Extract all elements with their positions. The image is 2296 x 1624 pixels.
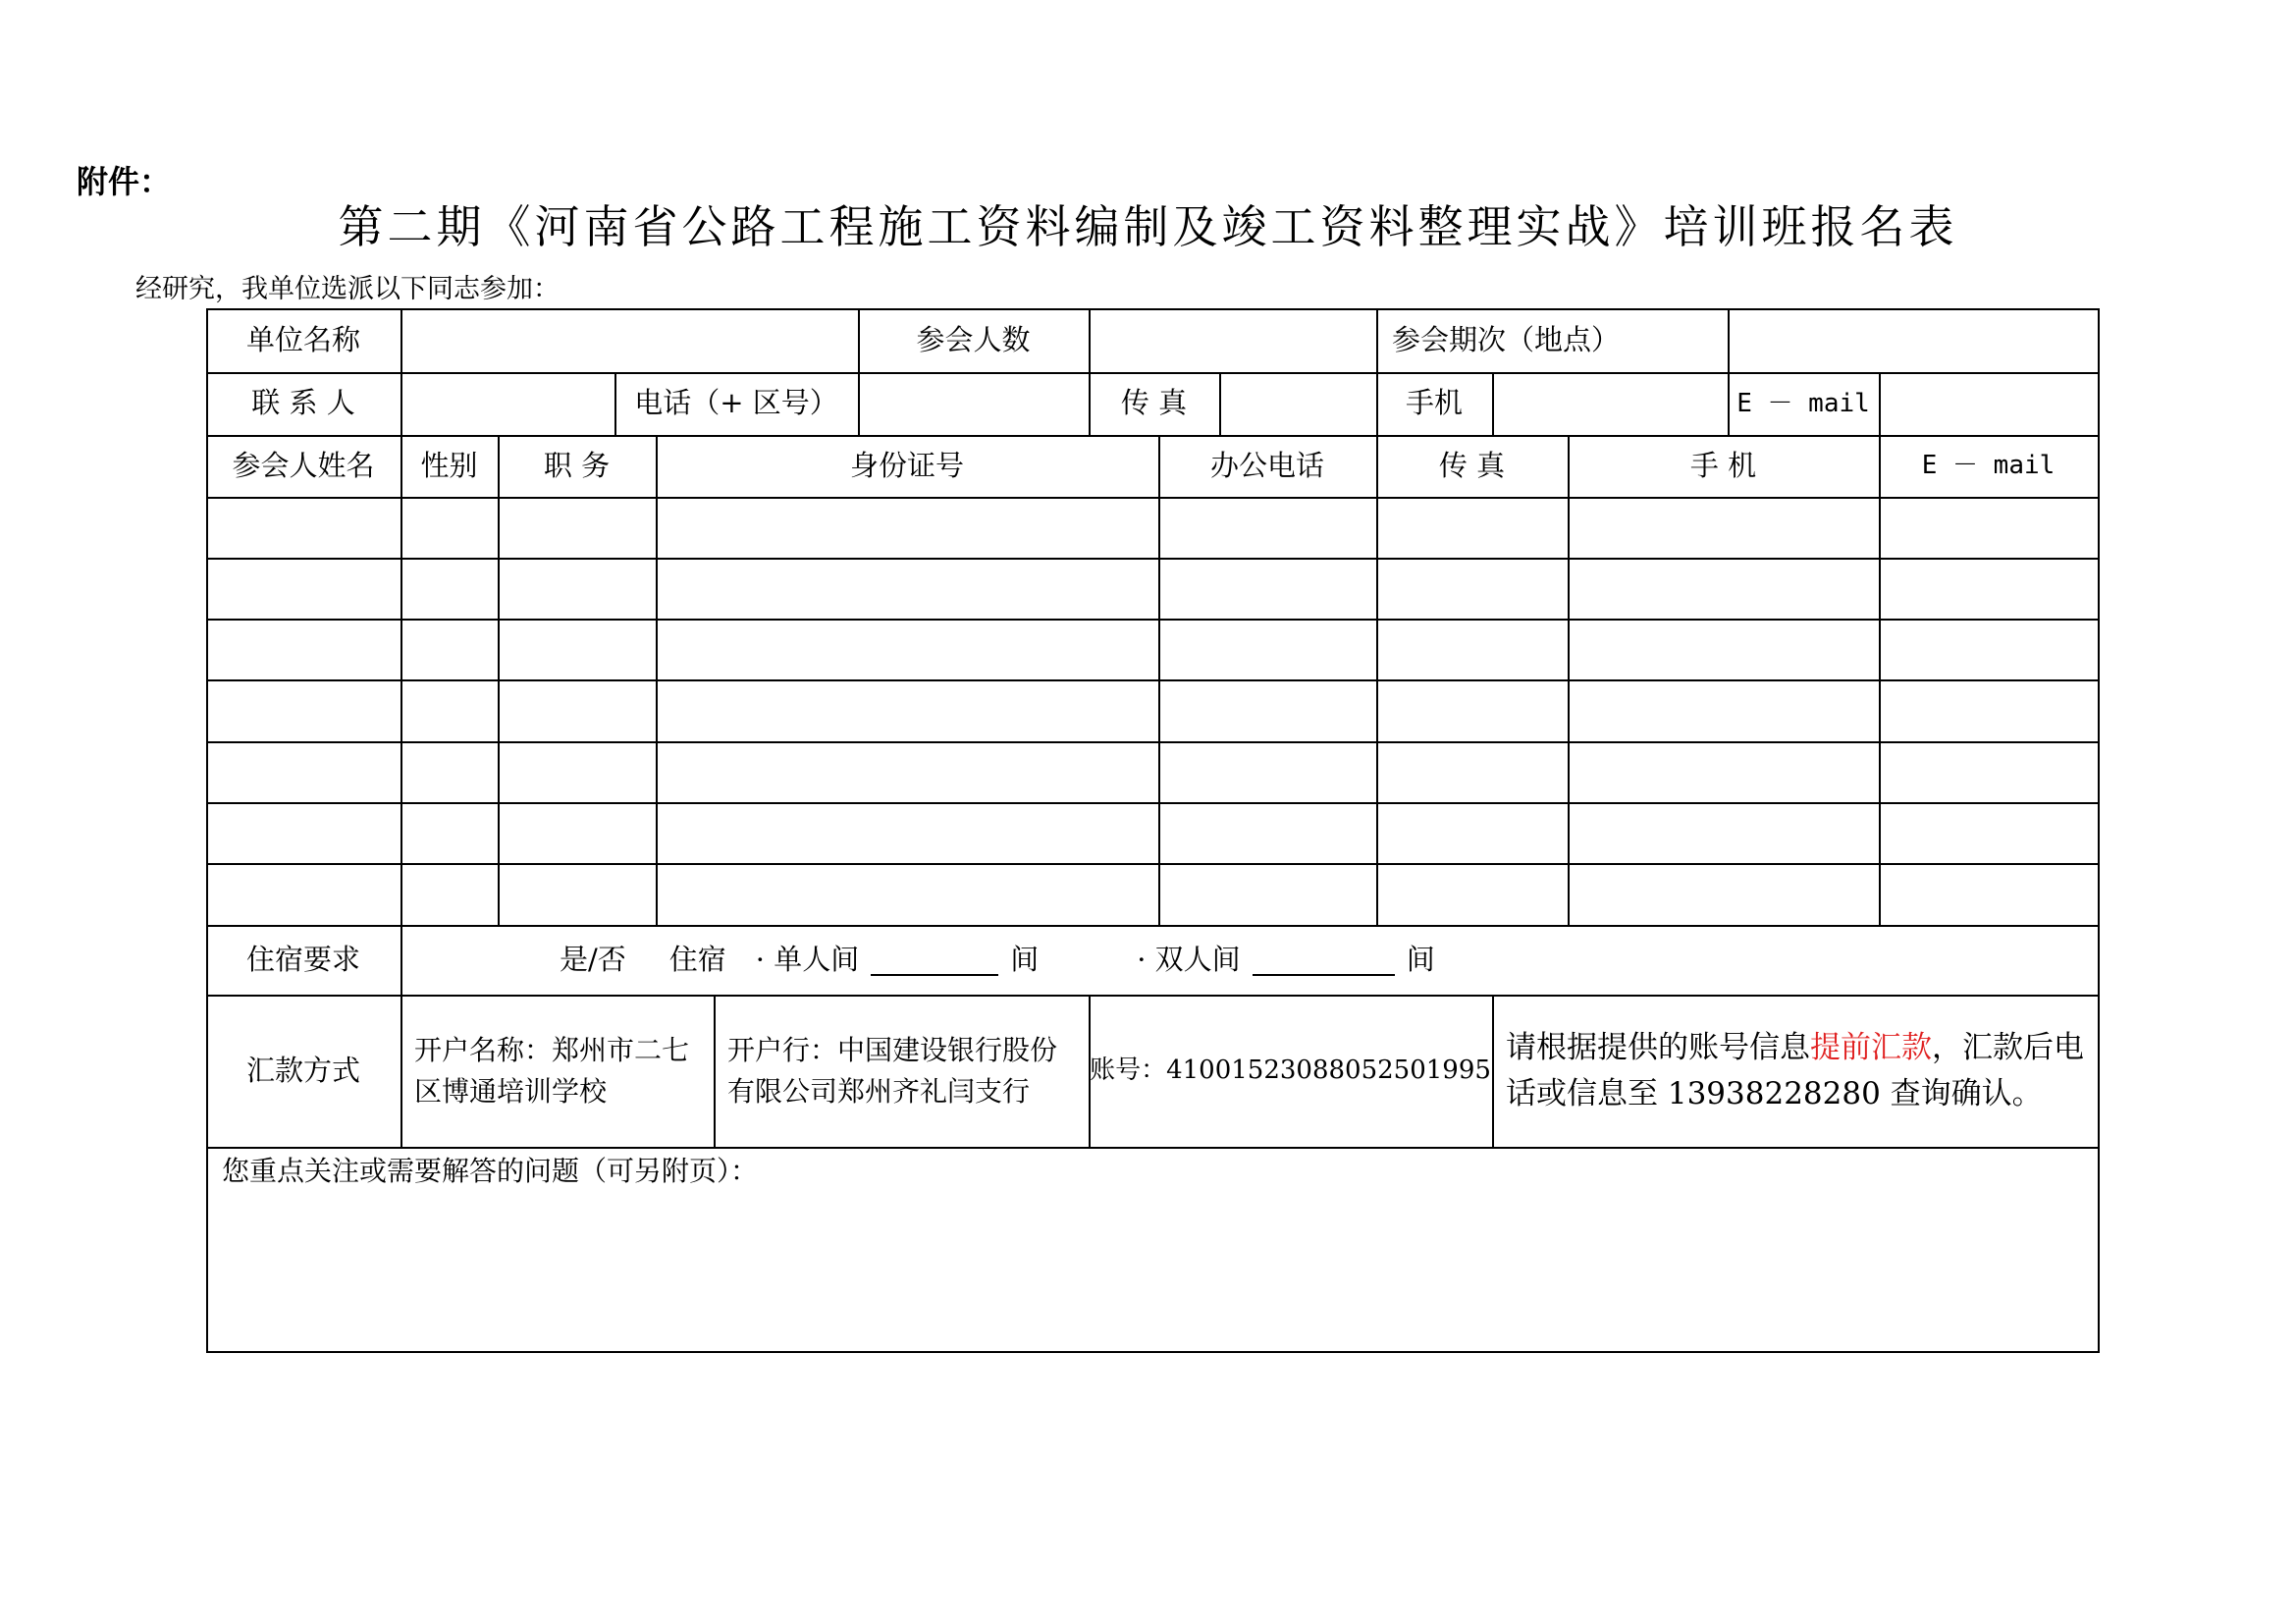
email-field[interactable]: [1879, 372, 2098, 435]
account-number: 账号：41001523088052501995: [1090, 1056, 1491, 1085]
participant-row[interactable]: [206, 679, 2098, 741]
contact-label: 联 系 人: [251, 386, 355, 420]
bank-name: 开户行：中国建设银行股份有限公司郑州齐礼闫支行: [727, 1033, 1058, 1108]
payment-label: 汇款方式: [245, 1053, 360, 1087]
header-id-number: 身份证号: [849, 448, 964, 482]
header-position: 职 务: [543, 448, 611, 482]
contact-field[interactable]: [400, 372, 614, 435]
phone-field[interactable]: [858, 372, 1089, 435]
single-room-label: · 单人间: [755, 942, 860, 976]
mobile-label: 手机: [1405, 386, 1463, 420]
double-room-unit: 间: [1406, 942, 1435, 976]
session-location-field[interactable]: [1728, 308, 2098, 372]
header-fax: 传 真: [1438, 448, 1506, 482]
header-email: E － mail: [1921, 451, 2056, 480]
participant-row[interactable]: [206, 863, 2098, 925]
header-gender: 性别: [420, 448, 478, 482]
participant-row[interactable]: [206, 802, 2098, 863]
attachment-label: 附件：: [77, 163, 172, 200]
fax-field[interactable]: [1219, 372, 1376, 435]
mobile-field[interactable]: [1492, 372, 1728, 435]
intro-text: 经研究，我单位选派以下同志参加：: [135, 274, 560, 304]
questions-label: 您重点关注或需要解答的问题（可另附页）：: [222, 1155, 759, 1187]
single-room-unit: 间: [1010, 942, 1040, 976]
attendee-count-field[interactable]: [1089, 308, 1376, 372]
payment-note-highlight: 提前汇款: [1810, 1030, 1932, 1065]
session-location-label: 参会期次（地点）: [1392, 322, 1621, 356]
header-name: 参会人姓名: [232, 448, 375, 482]
questions-field[interactable]: [206, 1192, 2098, 1351]
payment-note: [1492, 995, 2098, 1147]
participant-row[interactable]: [206, 497, 2098, 558]
single-room-count-field[interactable]: [871, 945, 998, 976]
fax-label: 传 真: [1120, 386, 1188, 420]
account-name: 开户名称：郑州市二七区博通培训学校: [414, 1033, 690, 1108]
lodging-stay: 住宿: [668, 942, 726, 976]
header-mobile: 手 机: [1689, 448, 1757, 482]
double-room-label: · 双人间: [1137, 942, 1241, 976]
participant-row[interactable]: [206, 558, 2098, 619]
participant-row[interactable]: [206, 741, 2098, 802]
header-office-phone: 办公电话: [1209, 448, 1324, 482]
payment-note-post: ，汇款后电话或信息至 13938228280 查询确认。: [1506, 1030, 2084, 1111]
attendee-count-label: 参会人数: [916, 322, 1031, 356]
participant-row[interactable]: [206, 619, 2098, 679]
phone-label: 电话（+ 区号）: [634, 386, 838, 420]
double-room-count-field[interactable]: [1253, 945, 1395, 976]
form-title: 第二期《河南省公路工程施工资料编制及竣工资料整理实战》培训班报名表: [338, 200, 1958, 253]
lodging-yes-no[interactable]: 是/否: [560, 942, 626, 976]
payment-note-pre: 请根据提供的账号信息: [1506, 1030, 1810, 1065]
unit-name-field[interactable]: [400, 308, 858, 372]
lodging-label: 住宿要求: [245, 942, 360, 976]
lodging-options: [400, 925, 2098, 995]
email-label: E － mail: [1736, 388, 1870, 418]
unit-name-label: 单位名称: [245, 322, 360, 356]
